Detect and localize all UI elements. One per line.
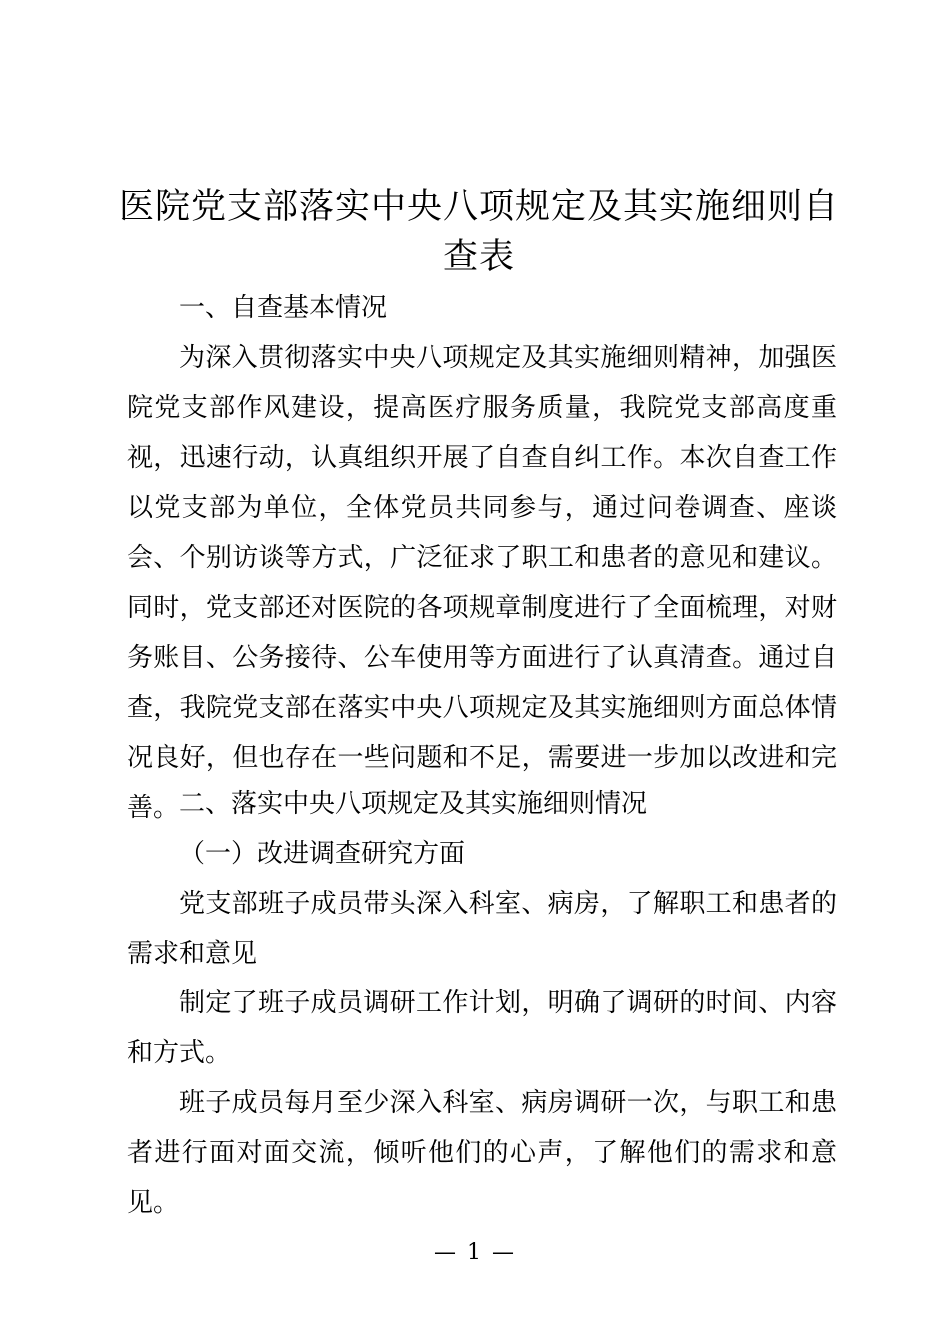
subsection-heading-research: （一）改进调查研究方面 xyxy=(179,839,466,869)
paragraph-research-plan: 制定了班子成员调研工作计划，明确了调研的时间、内容和方式。 xyxy=(127,988,837,1068)
document-title: 医院党支部落实中央八项规定及其实施细则自查表 xyxy=(118,187,839,277)
paragraph-self-check-overview: 为深入贯彻落实中央八项规定及其实施细则精神，加强医院党支部作风建设，提高医疗服务质量，我院党支部高度重视，迅速行动，认真组织开展了自查自纠工作。本次自查工作以党支部为单位，全体党员共同参与，通过问卷调查、座谈会、个别访谈等方式，广泛征求了职工和患者的意见和建议。同时，党支部还对医院的各项规章制度进行了全面梳理，对财务账目、公务接待、公车使用等方面进行了认真清查。通过自查，我院党支部在落实中央八项规定及其实施细则方面总体情况良好，但也存在一些问题和不足，需要进一步加以改进和完善。 xyxy=(127,343,837,823)
section-heading-self-check: 一、自查基本情况 xyxy=(179,293,388,323)
paragraph-leaders-visit: 党支部班子成员带头深入科室、病房，了解职工和患者的需求和意见 xyxy=(127,889,837,969)
section-heading-implementation: 二、落实中央八项规定及其实施细则情况 xyxy=(179,789,648,819)
paragraph-monthly-visits: 班子成员每月至少深入科室、病房调研一次，与职工和患者进行面对面交流，倾听他们的心声，了解他们的需求和意见。 xyxy=(127,1088,837,1218)
page-number: — 1 — xyxy=(434,1240,516,1265)
